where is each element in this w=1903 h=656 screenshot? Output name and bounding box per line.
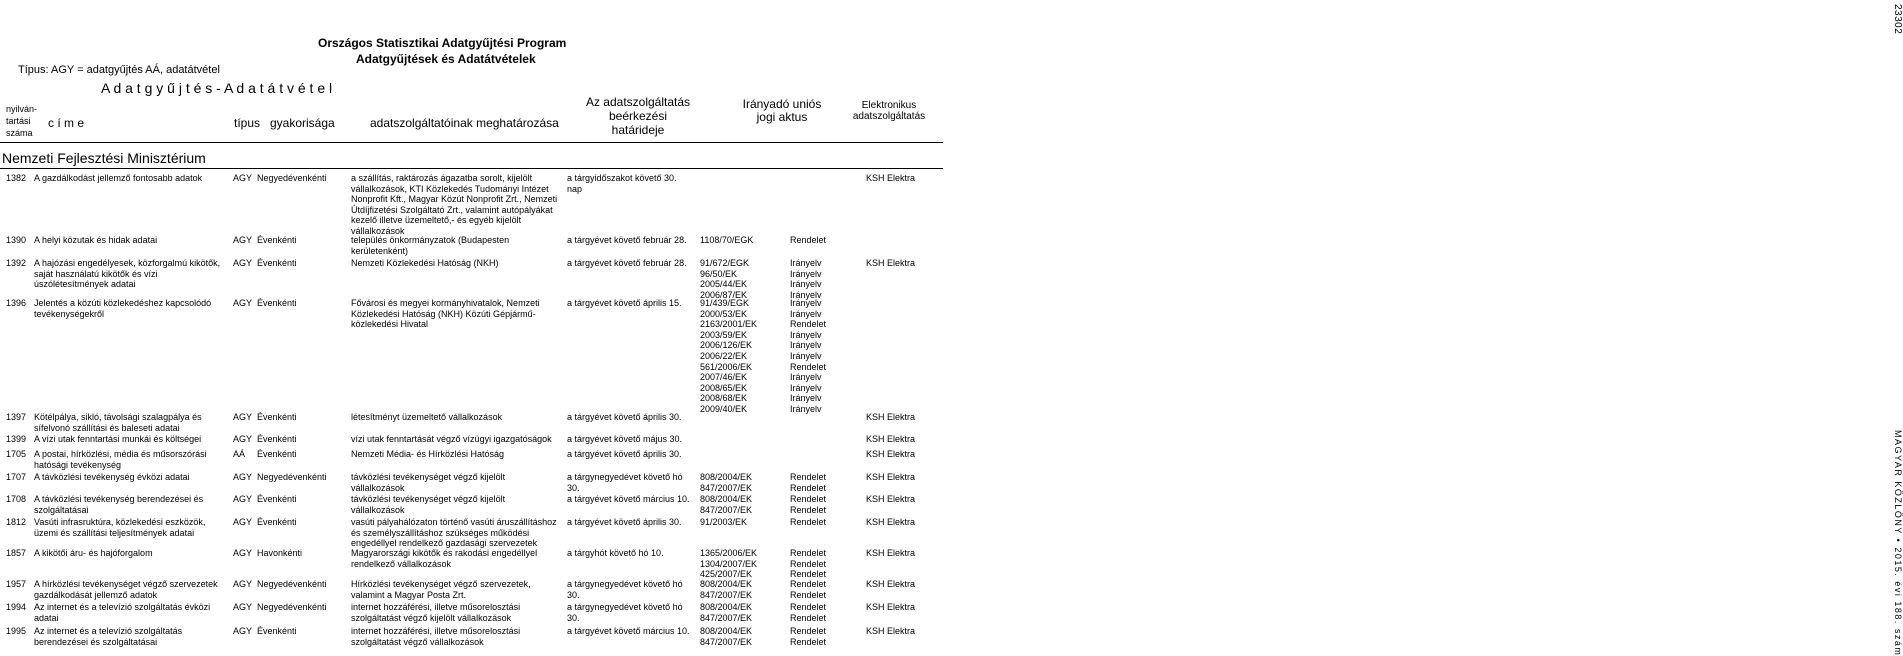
row-tipus: AÁ [233, 449, 246, 459]
row-jogi-aktus-code: 847/2007/EK [700, 482, 753, 493]
row-tipus: AGY [233, 548, 253, 558]
row-elektronikus: KSH Elektra [866, 494, 916, 504]
row-gyakorisag: Negyedévenkénti [257, 472, 327, 482]
row-jogi-aktus-type: Irányelv [790, 289, 822, 300]
row-jogi-aktus-code: 2006/87/EK [700, 289, 748, 300]
row-adatszolgaltatok: létesítményt üzemeltető vállalkozások [351, 412, 503, 422]
row-title: A postai, hírközlési, média és műsorszórási hatósági tevékenység [34, 449, 207, 470]
row-gyakorisag: Évenkénti [257, 449, 297, 459]
row-adatszolgaltatok: vízi utak fenntartását végző vízügyi igazgatóságok [351, 434, 552, 444]
row-jogi-aktus-code: 91/439/EGK [700, 298, 750, 308]
row-jogi-aktus-code: 425/2007/EK [700, 569, 753, 580]
row-jogi-aktus-code: 96/50/EK [700, 268, 738, 279]
row-hatarido: a tárgynegyedévet követő hó 30. [567, 579, 683, 600]
row-hatarido: a tárgyévet követő március 10. [567, 626, 690, 636]
row-hatarido: a tárgyévet követő február 28. [567, 258, 687, 268]
row-jogi-aktus-code: 2000/53/EK [700, 308, 748, 319]
row-tipus: AGY [233, 298, 253, 308]
row-elektronikus: KSH Elektra [866, 548, 916, 558]
row-hatarido: a tárgyévet követő február 28. [567, 235, 687, 245]
row-jogi-aktus-code: 2163/2001/EK [700, 319, 758, 330]
row-tipus: AGY [233, 173, 253, 183]
row-tipus: AGY [233, 626, 253, 636]
row-gyakorisag: Negyedévenkénti [257, 602, 327, 612]
row-jogi-aktus-code: 847/2007/EK [700, 589, 753, 600]
row-jogi-aktus-code: 847/2007/EK [700, 636, 753, 647]
col-header-cime: c í m e [48, 116, 85, 130]
row-hatarido: a tárgynegyedévet követő hó 30. [567, 472, 683, 493]
row-number: 1995 [6, 626, 27, 636]
header-title-1: Országos Statisztikai Adatgyűjtési Program [318, 36, 567, 50]
row-title: A hajózási engedélyesek, közforgalmú kikötők, saját használatú kikötők és vízi úszólétesítmények adatai [34, 258, 221, 290]
row-gyakorisag: Évenkénti [257, 494, 297, 504]
row-elektronikus: KSH Elektra [866, 579, 916, 589]
row-jogi-aktus-type: Rendelet [790, 602, 827, 612]
row-title: Az internet és a televízió szolgáltatás berendezései és szolgáltatásai [34, 626, 183, 647]
row-jogi-aktus-type: Rendelet [790, 589, 827, 600]
row-title: A kikötői áru- és hajóforgalom [34, 548, 153, 558]
row-title: A vízi utak fenntartási munkái és költségei [34, 434, 202, 444]
row-jogi-aktus-type: Irányelv [790, 329, 822, 340]
ministry-rule [0, 168, 943, 169]
row-jogi-aktus-type: Irányelv [790, 268, 822, 279]
row-gyakorisag: Évenkénti [257, 434, 297, 444]
row-hatarido: a tárgyhót követő hó 10. [567, 548, 664, 558]
row-adatszolgaltatok: internet hozzáférési, illetve műsorelosztási szolgáltatást végző kijelölt vállalkozások [351, 602, 521, 623]
row-number: 1382 [6, 173, 27, 183]
row-hatarido: a tárgyévet követő május 30. [567, 434, 683, 444]
row-number: 1399 [6, 434, 27, 444]
row-hatarido: a tárgyévet követő április 30. [567, 449, 682, 459]
row-gyakorisag: Negyedévenkénti [257, 173, 327, 183]
row-hatarido: a tárgyévet követő április 30. [567, 517, 682, 527]
row-number: 1957 [6, 579, 27, 589]
col-header-iranyado: Irányadó uniós jogi aktus [742, 97, 822, 124]
row-number: 1708 [6, 494, 27, 504]
row-tipus: AGY [233, 235, 253, 245]
row-jogi-aktus-type: Rendelet [790, 482, 827, 493]
row-tipus: AGY [233, 579, 253, 589]
row-hatarido: a tárgynegyedévet követő hó 30. [567, 602, 683, 623]
header-title-2: Adatgyűjtések és Adatátvételek [356, 52, 536, 66]
row-adatszolgaltatok: Magyarországi kikötők és rakodási engedéllyel rendelkező vállalkozások [351, 548, 538, 569]
row-number: 1392 [6, 258, 27, 268]
row-jogi-aktus-code: 847/2007/EK [700, 612, 753, 623]
row-jogi-aktus-code: 2006/126/EK [700, 340, 753, 351]
row-jogi-aktus-code: 2006/22/EK [700, 351, 748, 361]
row-jogi-aktus-code: 847/2007/EK [700, 504, 753, 515]
row-number: 1707 [6, 472, 27, 482]
row-number: 1390 [6, 235, 27, 245]
journal-footer: MAGYAR KÖZLÖNY • 2015. évi 188. szám [1893, 430, 1903, 656]
row-jogi-aktus-type: Rendelet [790, 504, 827, 515]
row-title: A hírközlési tevékenységet végző szervezetek gazdálkodását jellemző adatok [34, 579, 218, 600]
row-jogi-aktus-type: Rendelet [790, 558, 827, 569]
row-tipus: AGY [233, 602, 253, 612]
row-jogi-aktus-code: 2003/59/EK [700, 329, 748, 340]
row-jogi-aktus-type: Rendelet [790, 494, 827, 504]
col-header-tipus: típus [234, 116, 261, 130]
row-adatszolgaltatok: Hírközlési tevékenységet végző szervezetek, valamint a Magyar Posta Zrt. [351, 579, 531, 600]
row-elektronikus: KSH Elektra [866, 412, 916, 422]
row-jogi-aktus-code: 1108/70/EGK [700, 235, 754, 245]
row-title: Az internet és a televízió szolgáltatás évközi adatai [34, 602, 211, 623]
row-adatszolgaltatok: Nemzeti Közlekedési Hatóság (NKH) [351, 258, 499, 268]
row-elektronikus: KSH Elektra [866, 626, 916, 636]
row-tipus: AGY [233, 434, 253, 444]
row-jogi-aktus-code: 2005/44/EK [700, 279, 748, 290]
row-jogi-aktus-type: Irányelv [790, 340, 822, 351]
row-adatszolgaltatok: a szállítás, raktározás ágazatba sorolt, kijelölt vállalkozások, KTI Közlekedés Tudományi Intézet Nonprofit Kft., Magyar Közút Nonprofit Zrt., Nemzeti Útdíjfizetési Szolgáltató Zrt., valamint autópályákat kezelő illetve üzemeltető,- és egyéb kijelölt vállalkozások [351, 173, 558, 236]
journal-sidebar [945, 0, 1903, 656]
row-elektronikus: KSH Elektra [866, 258, 916, 268]
row-jogi-aktus-type: Rendelet [790, 548, 827, 558]
row-jogi-aktus-type: Rendelet [790, 361, 827, 372]
row-jogi-aktus-type: Rendelet [790, 626, 827, 636]
row-hatarido: a tárgyévet követő március 10. [567, 494, 690, 504]
row-adatszolgaltatok: Nemzeti Média- és Hírközlési Hatóság [351, 449, 505, 459]
row-jogi-aktus-code: 1304/2007/EK [700, 558, 758, 569]
row-title: Vasúti infrasruktúra, közlekedési eszközök, üzemi és szállítási teljesítmények adatai [34, 517, 206, 538]
row-tipus: AGY [233, 494, 253, 504]
row-jogi-aktus-type: Irányelv [790, 279, 822, 290]
row-adatszolgaltatok: internet hozzáférési, illetve műsorelosztási szolgáltatást végző vállalkozások [351, 626, 521, 647]
row-elektronikus: KSH Elektra [866, 434, 916, 444]
row-title: Jelentés a közúti közlekedéshez kapcsolódó tevékenységekről [34, 298, 212, 319]
row-adatszolgaltatok: vasúti pályahálózaton történő vasúti áruszállításhoz és személyszállításhoz szükséges működési engedéllyel rendelkező gazdasági szervezetek [351, 517, 557, 549]
row-jogi-aktus-type: Rendelet [790, 235, 827, 245]
row-jogi-aktus-code: 808/2004/EK [700, 472, 753, 482]
row-elektronikus: KSH Elektra [866, 449, 916, 459]
row-jogi-aktus-type: Irányelv [790, 258, 822, 268]
row-hatarido: a tárgyidőszakot követő 30. nap [567, 173, 677, 194]
row-number: 1397 [6, 412, 27, 422]
row-number: 1812 [6, 517, 27, 527]
row-number: 1857 [6, 548, 27, 558]
top-strip [0, 0, 945, 14]
row-title: A távközlési tevékenység évközi adatai [34, 472, 190, 482]
row-tipus: AGY [233, 258, 253, 268]
col-header-nyilv: nyilván- tartási száma [6, 104, 38, 138]
row-gyakorisag: Évenkénti [257, 258, 297, 268]
row-gyakorisag: Évenkénti [257, 298, 297, 308]
row-adatszolgaltatok: távközlési tevékenységet végző kijelölt vállalkozások [351, 472, 506, 493]
tipus-legend: Típus: AGY = adatgyűjtés AÁ, adatátvétel [18, 64, 220, 76]
row-gyakorisag: Havonkénti [257, 548, 303, 558]
row-title: A helyi közutak és hidak adatai [34, 235, 158, 245]
row-title: A gazdálkodást jellemző fontosabb adatok [34, 173, 203, 183]
row-jogi-aktus-type: Irányelv [790, 298, 822, 308]
col-header-meghat: adatszolgáltatóinak meghatározása [370, 116, 559, 130]
row-jogi-aktus-code: 91/2003/EK [700, 517, 748, 527]
row-elektronikus: KSH Elektra [866, 173, 916, 183]
row-jogi-aktus-type: Irányelv [790, 382, 822, 393]
row-number: 1705 [6, 449, 27, 459]
row-jogi-aktus-type: Rendelet [790, 319, 827, 330]
row-hatarido: a tárgyévet követő április 15. [567, 298, 682, 308]
row-adatszolgaltatok: Fővárosi és megyei kormányhivatalok, Nemzeti Közlekedési Hatóság (NKH) Közúti Gépjármű- közlekedési Hivatal [351, 298, 540, 330]
row-jogi-aktus-code: 2009/40/EK [700, 404, 748, 414]
row-jogi-aktus-type: Rendelet [790, 569, 827, 580]
row-hatarido: a tárgyévet követő április 30. [567, 412, 682, 422]
col-header-hatarido: Az adatszolgáltatás beérkezési határideje [585, 95, 691, 137]
row-jogi-aktus-type: Rendelet [790, 612, 827, 623]
header-rule [0, 142, 943, 143]
row-jogi-aktus-code: 1365/2006/EK [700, 548, 758, 558]
row-tipus: AGY [233, 472, 253, 482]
col-header-elektr: Elektronikus adatszolgáltatás [852, 100, 926, 122]
row-jogi-aktus-type: Rendelet [790, 579, 827, 589]
row-jogi-aktus-code: 808/2004/EK [700, 579, 753, 589]
row-elektronikus: KSH Elektra [866, 602, 916, 612]
row-gyakorisag: Évenkénti [257, 517, 297, 527]
row-jogi-aktus-type: Irányelv [790, 393, 822, 404]
row-jogi-aktus-code: 2007/46/EK [700, 372, 748, 383]
row-jogi-aktus-code: 808/2004/EK [700, 494, 753, 504]
row-gyakorisag: Évenkénti [257, 626, 297, 636]
row-gyakorisag: Évenkénti [257, 412, 297, 422]
row-adatszolgaltatok: település önkormányzatok (Budapesten kerületenként) [351, 235, 510, 256]
row-jogi-aktus-code: 2008/65/EK [700, 382, 748, 393]
row-gyakorisag: Évenkénti [257, 235, 297, 245]
row-jogi-aktus-code: 808/2004/EK [700, 626, 753, 636]
row-jogi-aktus-code: 2008/68/EK [700, 393, 748, 404]
row-title: Kötélpálya, sikló, távolsági szalagpálya és sífelvonó szállítási és baleseti adatai [34, 412, 202, 433]
row-elektronikus: KSH Elektra [866, 472, 916, 482]
row-jogi-aktus-type: Irányelv [790, 372, 822, 383]
row-gyakorisag: Negyedévenkénti [257, 579, 327, 589]
ministry-title: Nemzeti Fejlesztési Minisztérium [2, 150, 206, 166]
page-number: 23302 [1892, 4, 1903, 35]
row-jogi-aktus-code: 561/2006/EK [700, 361, 753, 372]
row-number: 1994 [6, 602, 27, 612]
row-jogi-aktus-type: Irányelv [790, 404, 822, 414]
row-jogi-aktus-code: 808/2004/EK [700, 602, 753, 612]
row-adatszolgaltatok: távközlési tevékenységet végző kijelölt vállalkozások [351, 494, 506, 515]
row-tipus: AGY [233, 517, 253, 527]
row-jogi-aktus-type: Rendelet [790, 472, 827, 482]
row-jogi-aktus-type: Rendelet [790, 517, 827, 527]
row-elektronikus: KSH Elektra [866, 517, 916, 527]
row-jogi-aktus-type: Irányelv [790, 351, 822, 361]
section-title: A d a t g y ű j t é s - A d a t á t v é t e l [101, 80, 333, 96]
row-jogi-aktus-type: Rendelet [790, 636, 827, 647]
col-header-gyak: gyakorisága [270, 116, 335, 130]
row-title: A távközlési tevékenység berendezései és szolgáltatásai [34, 494, 204, 515]
row-number: 1396 [6, 298, 27, 308]
row-tipus: AGY [233, 412, 253, 422]
row-jogi-aktus-code: 91/672/EGK [700, 258, 750, 268]
row-jogi-aktus-type: Irányelv [790, 308, 822, 319]
